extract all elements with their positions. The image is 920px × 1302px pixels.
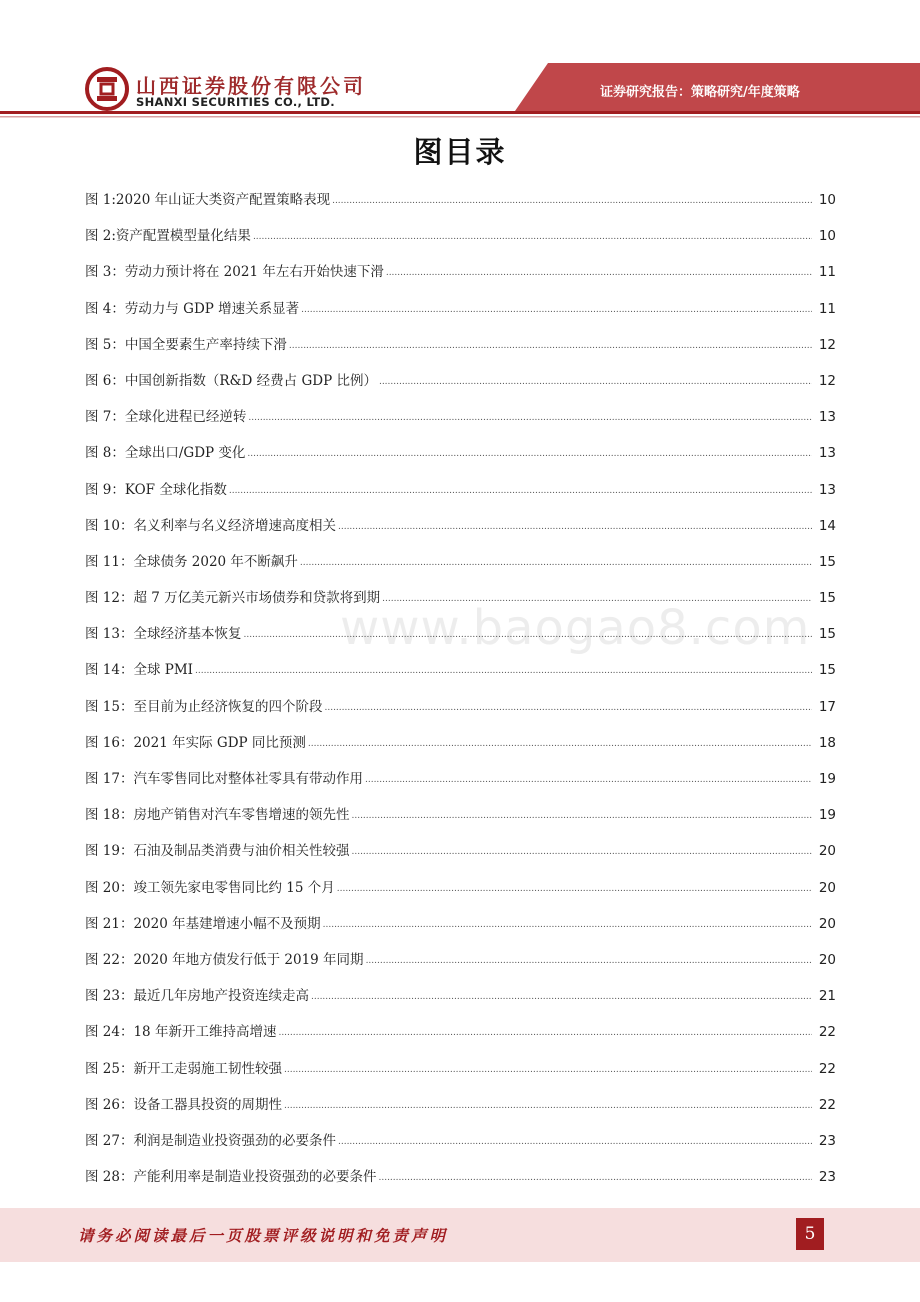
toc-entry-title: 图 20：竣工领先家电零售同比约 15 个月 xyxy=(85,879,335,896)
toc-dot-leader xyxy=(284,1092,812,1120)
toc-entry[interactable] xyxy=(85,367,836,403)
toc-entry-page: 11 xyxy=(818,264,836,281)
toc-dot-leader xyxy=(289,332,812,360)
toc-entry-title: 图 23：最近几年房地产投资连续走高 xyxy=(85,988,309,1005)
toc-entry-title: 图 11：全球债务 2020 年不断飙升 xyxy=(85,553,298,570)
toc-entry-page: 23 xyxy=(818,1132,836,1149)
toc-entry-title: 图 6：中国创新指数（R&D 经费占 GDP 比例） xyxy=(85,372,377,389)
toc-dot-leader xyxy=(386,259,812,287)
toc-entry[interactable] xyxy=(85,620,836,656)
toc-dot-leader xyxy=(308,730,812,758)
toc-dot-leader xyxy=(351,838,812,866)
toc-entry-title: 图 2:资产配置模型量化结果 xyxy=(85,228,251,245)
toc-entry-page: 22 xyxy=(818,1024,836,1041)
toc-dot-leader xyxy=(284,1056,812,1084)
toc-entry-page: 19 xyxy=(818,771,836,787)
toc-dot-leader xyxy=(337,875,812,903)
toc-dot-leader xyxy=(332,187,812,215)
toc-dot-leader xyxy=(300,549,812,577)
toc-entry[interactable] xyxy=(85,1163,836,1199)
toc-entry[interactable] xyxy=(85,837,836,873)
toc-entry-title: 图 15：至目前为止经济恢复的四个阶段 xyxy=(85,698,323,715)
toc-dot-leader xyxy=(229,477,812,505)
toc-entry-page: 10 xyxy=(818,192,836,208)
toc-entry-page: 19 xyxy=(818,807,836,824)
toc-entry[interactable] xyxy=(85,548,836,584)
toc-entry[interactable] xyxy=(85,476,836,512)
toc-entry[interactable] xyxy=(85,1091,836,1127)
toc-entry[interactable] xyxy=(85,693,836,729)
toc-entry-page: 14 xyxy=(818,517,836,534)
toc-entry-title: 图 16：2021 年实际 GDP 同比预测 xyxy=(85,734,306,751)
toc-dot-leader xyxy=(324,694,812,722)
toc-entry-page: 17 xyxy=(818,698,836,715)
toc-entry-title: 图 3：劳动力预计将在 2021 年左右开始快速下滑 xyxy=(85,264,384,281)
toc-entry-page: 21 xyxy=(818,988,836,1005)
toc-entry[interactable] xyxy=(85,1018,836,1054)
toc-entry-title: 图 28：产能利用率是制造业投资强劲的必要条件 xyxy=(85,1169,377,1186)
toc-entry[interactable] xyxy=(85,186,836,222)
toc-entry-title: 图 22：2020 年地方债发行低于 2019 年同期 xyxy=(85,951,364,968)
toc-entry-title: 图 5：中国全要素生产率持续下滑 xyxy=(85,336,287,353)
toc-dot-leader xyxy=(253,223,812,251)
toc-entry-page: 15 xyxy=(818,662,836,679)
toc-entry-page: 20 xyxy=(818,879,836,896)
toc-entry-title: 图 10：名义利率与名义经济增速高度相关 xyxy=(85,517,336,534)
toc-entry[interactable] xyxy=(85,801,836,837)
toc-entry-title: 图 17：汽车零售同比对整体社零具有带动作用 xyxy=(85,771,363,787)
toc-entry[interactable] xyxy=(85,946,836,982)
toc-entry-title: 图 19：石油及制品类消费与油价相关性较强 xyxy=(85,843,350,860)
toc-entry-title: 图 9：KOF 全球化指数 xyxy=(85,481,227,498)
toc-entry-title: 图 25：新开工走弱施工韧性较强 xyxy=(85,1060,282,1077)
toc-dot-leader xyxy=(382,585,812,613)
toc-entry-title: 图 1:2020 年山证大类资产配置策略表现 xyxy=(85,192,331,208)
toc-entry-page: 13 xyxy=(818,481,836,498)
toc-entry-page: 20 xyxy=(818,843,836,860)
toc-entry-page: 11 xyxy=(818,300,836,317)
page-title: 图目录 xyxy=(413,135,507,169)
toc-entry[interactable] xyxy=(85,910,836,946)
toc-entry-title: 图 27：利润是制造业投资强劲的必要条件 xyxy=(85,1132,336,1149)
toc-entry-page: 15 xyxy=(818,553,836,570)
toc-entry-page: 20 xyxy=(818,951,836,968)
toc-dot-leader xyxy=(195,657,812,685)
toc-entry[interactable] xyxy=(85,512,836,548)
toc-entry[interactable] xyxy=(85,584,836,620)
company-name-cn: 山西证券股份有限公司 xyxy=(136,74,366,98)
toc-entry-title: 图 8：全球出口/GDP 变化 xyxy=(85,445,246,462)
toc-entry-page: 13 xyxy=(818,445,836,462)
report-type: 证券研究报告：策略研究/年度策略 xyxy=(600,85,800,100)
footer-disclaimer: 请务必阅读最后一页股票评级说明和免责声明 xyxy=(78,1226,449,1245)
toc-entry-title: 图 24：18 年新开工维持高增速 xyxy=(85,1024,277,1041)
shanxi-securities-logo-icon xyxy=(85,67,129,111)
figure-table-of-contents xyxy=(85,186,836,1199)
toc-entry[interactable] xyxy=(85,331,836,367)
toc-dot-leader xyxy=(243,621,812,649)
toc-entry-page: 20 xyxy=(818,915,836,932)
toc-entry[interactable] xyxy=(85,222,836,258)
toc-dot-leader xyxy=(338,1128,812,1156)
toc-entry-title: 图 4：劳动力与 GDP 增速关系显著 xyxy=(85,300,300,317)
toc-entry-title: 图 18：房地产销售对汽车零售增速的领先性 xyxy=(85,807,350,824)
toc-entry-page: 15 xyxy=(818,626,836,643)
toc-entry[interactable] xyxy=(85,403,836,439)
toc-dot-leader xyxy=(311,983,812,1011)
company-name-en: SHANXI SECURITIES CO., LTD. xyxy=(136,95,335,109)
toc-dot-leader xyxy=(301,296,812,324)
toc-entry-page: 10 xyxy=(818,228,836,245)
toc-dot-leader xyxy=(248,404,812,432)
toc-entry[interactable] xyxy=(85,729,836,765)
toc-dot-leader xyxy=(366,947,812,975)
watermark: www.baogao8.com xyxy=(340,600,811,656)
toc-dot-leader xyxy=(247,440,812,468)
toc-entry-page: 22 xyxy=(818,1060,836,1077)
toc-entry[interactable] xyxy=(85,1055,836,1091)
toc-entry[interactable] xyxy=(85,656,836,692)
toc-entry[interactable] xyxy=(85,258,836,294)
toc-entry[interactable] xyxy=(85,295,836,331)
toc-entry-title: 图 26：设备工器具投资的周期性 xyxy=(85,1096,282,1113)
toc-entry-page: 23 xyxy=(818,1169,836,1186)
toc-dot-leader xyxy=(365,766,812,794)
page-number: 5 xyxy=(796,1218,824,1250)
toc-dot-leader xyxy=(323,911,812,939)
toc-dot-leader xyxy=(338,513,812,541)
toc-entry-page: 15 xyxy=(818,590,836,607)
toc-entry-title: 图 13：全球经济基本恢复 xyxy=(85,626,242,643)
toc-dot-leader xyxy=(378,1164,812,1192)
toc-entry[interactable] xyxy=(85,1127,836,1163)
toc-entry-title: 图 7：全球化进程已经逆转 xyxy=(85,409,247,426)
toc-entry[interactable] xyxy=(85,982,836,1018)
toc-dot-leader xyxy=(278,1019,812,1047)
toc-entry-page: 13 xyxy=(818,409,836,426)
toc-entry[interactable] xyxy=(85,439,836,475)
toc-entry[interactable] xyxy=(85,874,836,910)
toc-entry-page: 18 xyxy=(818,734,836,751)
toc-entry-title: 图 12：超 7 万亿美元新兴市场债券和贷款将到期 xyxy=(85,590,381,607)
toc-entry-page: 12 xyxy=(818,372,836,389)
toc-entry-title: 图 21：2020 年基建增速小幅不及预期 xyxy=(85,915,321,932)
toc-entry-title: 图 14：全球 PMI xyxy=(85,662,193,679)
toc-entry-page: 12 xyxy=(818,336,836,353)
toc-dot-leader xyxy=(379,368,812,396)
toc-dot-leader xyxy=(351,802,812,830)
page-header xyxy=(0,0,920,125)
toc-entry[interactable] xyxy=(85,765,836,801)
toc-entry-page: 22 xyxy=(818,1096,836,1113)
